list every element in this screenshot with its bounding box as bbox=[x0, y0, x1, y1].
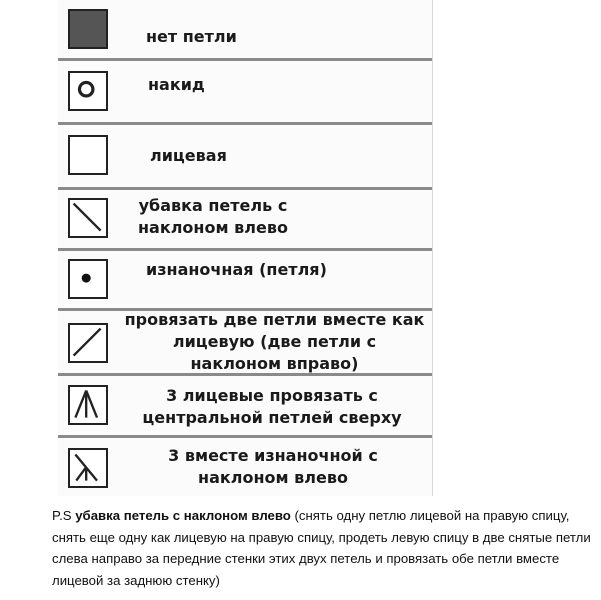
legend-row-purl bbox=[58, 251, 432, 311]
filled-square-icon bbox=[68, 9, 108, 49]
backslash-icon bbox=[68, 198, 108, 238]
legend-row-left-decrease bbox=[58, 190, 432, 251]
legend-label: 3 вместе изнаночной с наклоном влево bbox=[168, 446, 378, 487]
symbol-legend bbox=[58, 0, 433, 496]
legend-label: изнаночная (петля) bbox=[146, 260, 327, 279]
ps-note bbox=[52, 505, 592, 591]
slash-icon bbox=[68, 323, 108, 363]
legend-label: лицевая bbox=[150, 146, 227, 165]
legend-row-central-double-decrease bbox=[58, 376, 432, 438]
circle-icon bbox=[68, 71, 108, 111]
legend-label: накид bbox=[148, 75, 205, 94]
legend-row-knit bbox=[58, 125, 432, 190]
legend-label: провязать две петли вместе как лицевую (две петли с наклоном вправо) bbox=[124, 310, 425, 373]
legend-label: 3 лицевые провязать с центральной петлей сверху bbox=[142, 386, 402, 427]
legend-label: убавка петель с наклоном влево bbox=[138, 196, 288, 237]
three-stitches-together-icon bbox=[68, 385, 108, 425]
legend-label: нет петли bbox=[146, 27, 237, 46]
ps-bold-term: убавка петель с наклоном влево bbox=[75, 508, 291, 523]
ps-description: (снять одну петлю лицевой на правую спицу, снять еще одну как лицевую на правую спицу, продеть левую спицу в две снятые петли слева направо за передние стенки этих двух петель и провязать обе петли вместе лицевой за заднюю стенку) bbox=[52, 508, 591, 588]
legend-row-no-stitch bbox=[58, 0, 432, 61]
legend-row-right-decrease bbox=[58, 311, 432, 376]
empty-square-icon bbox=[68, 135, 108, 175]
dot-icon bbox=[68, 259, 108, 299]
legend-row-yarn-over bbox=[58, 61, 432, 125]
ps-prefix: P.S bbox=[52, 508, 76, 523]
legend-row-purl-three-together-left bbox=[58, 438, 432, 496]
three-stitches-left-icon bbox=[68, 448, 108, 488]
